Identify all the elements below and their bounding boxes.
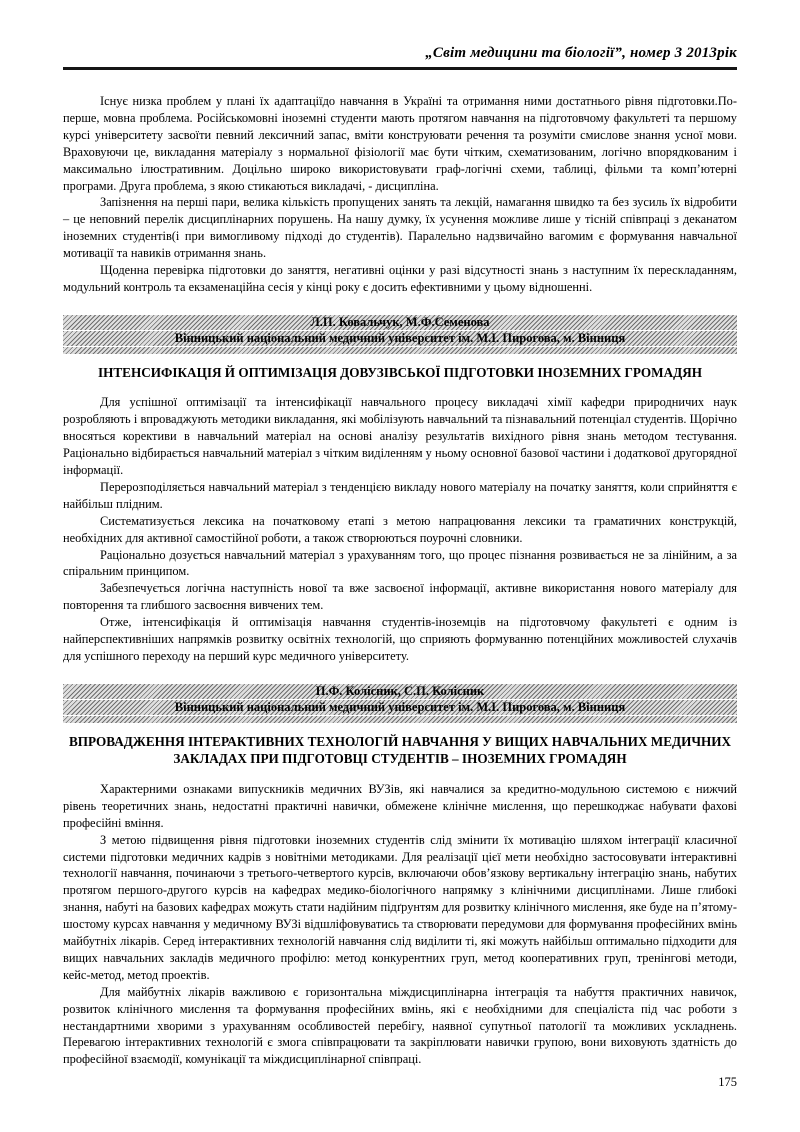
intro-section: [63, 93, 737, 296]
article-1-paragraph-4: Раціонально дозується навчальний матеріал з урахуванням того, що процес пізнання розвивається не за лінійним, а за спіральним принципом.: [63, 547, 737, 579]
article-1-authors: Л.П. Ковальчук, М.Ф.Семенова: [63, 315, 737, 330]
article-1: [63, 315, 737, 665]
article-2: [63, 684, 737, 1068]
article-2-authors: П.Ф. Колісник, С.П. Колісник: [63, 684, 737, 699]
article-2-paragraph-1: Характерними ознаками випускників медичних ВУЗів, які навчалися за кредитно-модульною системою є нижчий рівень теоретичних знань, недостатні практичні навички, обмежене клінічне мислення, що перешкоджає набувати фахові професійні вміння.: [63, 781, 737, 830]
article-1-paragraph-1: Для успішної оптимізації та інтенсифікації навчального процесу викладачі хімії кафедри природничих наук розробляють і впроваджують методики викладання, які мобілізують навчальний та пізнавальний потенціал студентів. Щорічно вносяться корективи в навчальний матеріал на основі аналізу результатів вихідного рівня знань методом тестування. Раціонально відбирається навчальний матеріал з чітким виділенням у ньому основної базової частини і додаткової другорядної інформації.: [63, 395, 737, 477]
hatch-spacer: [63, 716, 737, 723]
hatch-spacer: [63, 347, 737, 354]
page-number: 175: [718, 1075, 737, 1089]
header-rule: [63, 67, 737, 70]
article-1-paragraph-6: Отже, інтенсифікація й оптимізація навчання студентів-іноземців на підготовчому факультеті є одним із найперспективніших напрямків розвитку освітніх технологій, що сприяють формуванню потенційних можливостей слухачів для успішного переходу на перший курс медичного університету.: [63, 615, 737, 663]
intro-paragraph-1: Існує низка проблем у плані їх адаптаціїдо навчання в Україні та отримання ними достатнього рівня підготовки.По-перше, мовна проблема. Російськомовні іноземні студенти мають протягом навчання на підготовчому факультеті та першому курсі університету засвоїти певний лексичний запас, вміти конструювати речення та розуміти смислове знання усної мови. Враховуючи це, викладання матеріалу з нормальної фізіології має бути чітким, схематизованим, логічно впорядкованим і максимально ілюстративним. Доцільно широко використовувати граф-логічні схеми, таблиці, фільми та комп’ютерні програми. Друга проблема, з якою стикаються викладачі, - дисципліна.: [63, 94, 737, 193]
article-2-paragraph-2: З метою підвищення рівня підготовки іноземних студентів слід змінити їх мотивацію шляхом інтеграції класичної системи підготовки медичних кадрів з новітніми методиками. Для реалізації цієї мети необхідно застосовувати інтерактивні технології навчання, починаючи з третього-четвертого курсів, включаючи обов’язкову вертикальну інтеграцію знань, набутих протягом першого-другого курсів на кафедрах медико-біологічного напрямку з клінічними дисциплінами. Лише глибокі знання, набуті на базових кафедрах можуть стати надійним підґрунтям для розвитку клінічного мислення, яке буде на п’ятому-шостому курсах навчання у медичному ВУЗі відшліфовуватись та створювати передумови для формування професійних вмінь майбутніх лікарів. Серед інтерактивних технологій навчання слід виділити ті, які можуть найбільш оптимально підходити для вищих навчальних закладів медичного профілю: метод конкурентних груп, метод кооперативних груп, тренінгові методи, кейс-метод, метод проектів.: [63, 832, 737, 982]
intro-paragraph-2: Запізнення на перші пари, велика кількість пропущених занять та лекцій, намагання швидко та без зусиль їх відробити – це неповний перелік дисциплінарних порушень. На нашу думку, їх усунення можливе лише у тісній співпраці з деканатом іноземних студентів(і при вимогливому підході до студентів). Паралельно надзвичайно вагомим є формування навчальної мотивації та навиків отримання знань.: [63, 195, 737, 261]
article-2-title: ВПРОВАДЖЕННЯ ІНТЕРАКТИВНИХ ТЕХНОЛОГІЙ НАВЧАННЯ У ВИЩИХ НАВЧАЛЬНИХ МЕДИЧНИХ ЗАКЛАДАХ ПРИ ПІДГОТОВЦІ СТУДЕНТІВ – ІНОЗЕМНИХ ГРОМАДЯН: [68, 733, 732, 767]
article-1-paragraph-5: Забезпечується логічна наступність нової та вже засвоєної інформації, активне використання нового матеріалу для повторення та глибшого засвоєння вивчених тем.: [63, 581, 737, 613]
article-2-paragraph-3: Для майбутніх лікарів важливою є горизонтальна міждисциплінарна інтеграція та набуття практичних навичок, розвиток клінічного мислення та формування професійних вмінь, які є необхідними для спеціаліста під час роботи з нестандартними хворими з урахуванням особливостей перебігу, наявної супутньої патології та можливих ускладнень. Перевагою інтерактивних технологій є змога співпрацювати та закріплювати навички групою, вони виховують здатність до професійної взаємодії, комунікації та міждисциплінарної співпраці.: [63, 984, 737, 1067]
page-content: [63, 93, 737, 1068]
article-2-heading-block: [63, 684, 737, 723]
intro-paragraph-3: Щоденна перевірка підготовки до заняття, негативні оцінки у разі відсутності знань з наступним їх перескладанням, модульний контроль та екзаменаційна сесія у кінці року є досить ефективними у цьому відношенні.: [63, 263, 737, 294]
page-header: [63, 44, 737, 70]
article-1-paragraph-3: Систематизується лексика на початковому етапі з метою напрацювання лексики та граматичних конструкцій, необхідних для активної самостійної роботи, а також створюються поурочні словники.: [63, 513, 737, 545]
article-1-heading-block: [63, 315, 737, 354]
journal-title: „Світ медицини та біології”, номер 3 2013рік: [425, 45, 737, 61]
article-1-title: ІНТЕНСИФІКАЦІЯ Й ОПТИМІЗАЦІЯ ДОВУЗІВСЬКОЇ ПІДГОТОВКИ ІНОЗЕМНИХ ГРОМАДЯН: [98, 364, 702, 380]
article-1-paragraph-2: Перерозподіляється навчальний матеріал з тенденцією викладу нового матеріалу на початку заняття, коли сприйняття є найбільш плідним.: [63, 479, 737, 511]
article-1-affiliation: Вінницький національний медичний університет ім. М.І. Пирогова, м. Вінниця: [63, 331, 737, 346]
article-2-affiliation: Вінницький національний медичний університет ім. М.І. Пирогова, м. Вінниця: [63, 700, 737, 715]
